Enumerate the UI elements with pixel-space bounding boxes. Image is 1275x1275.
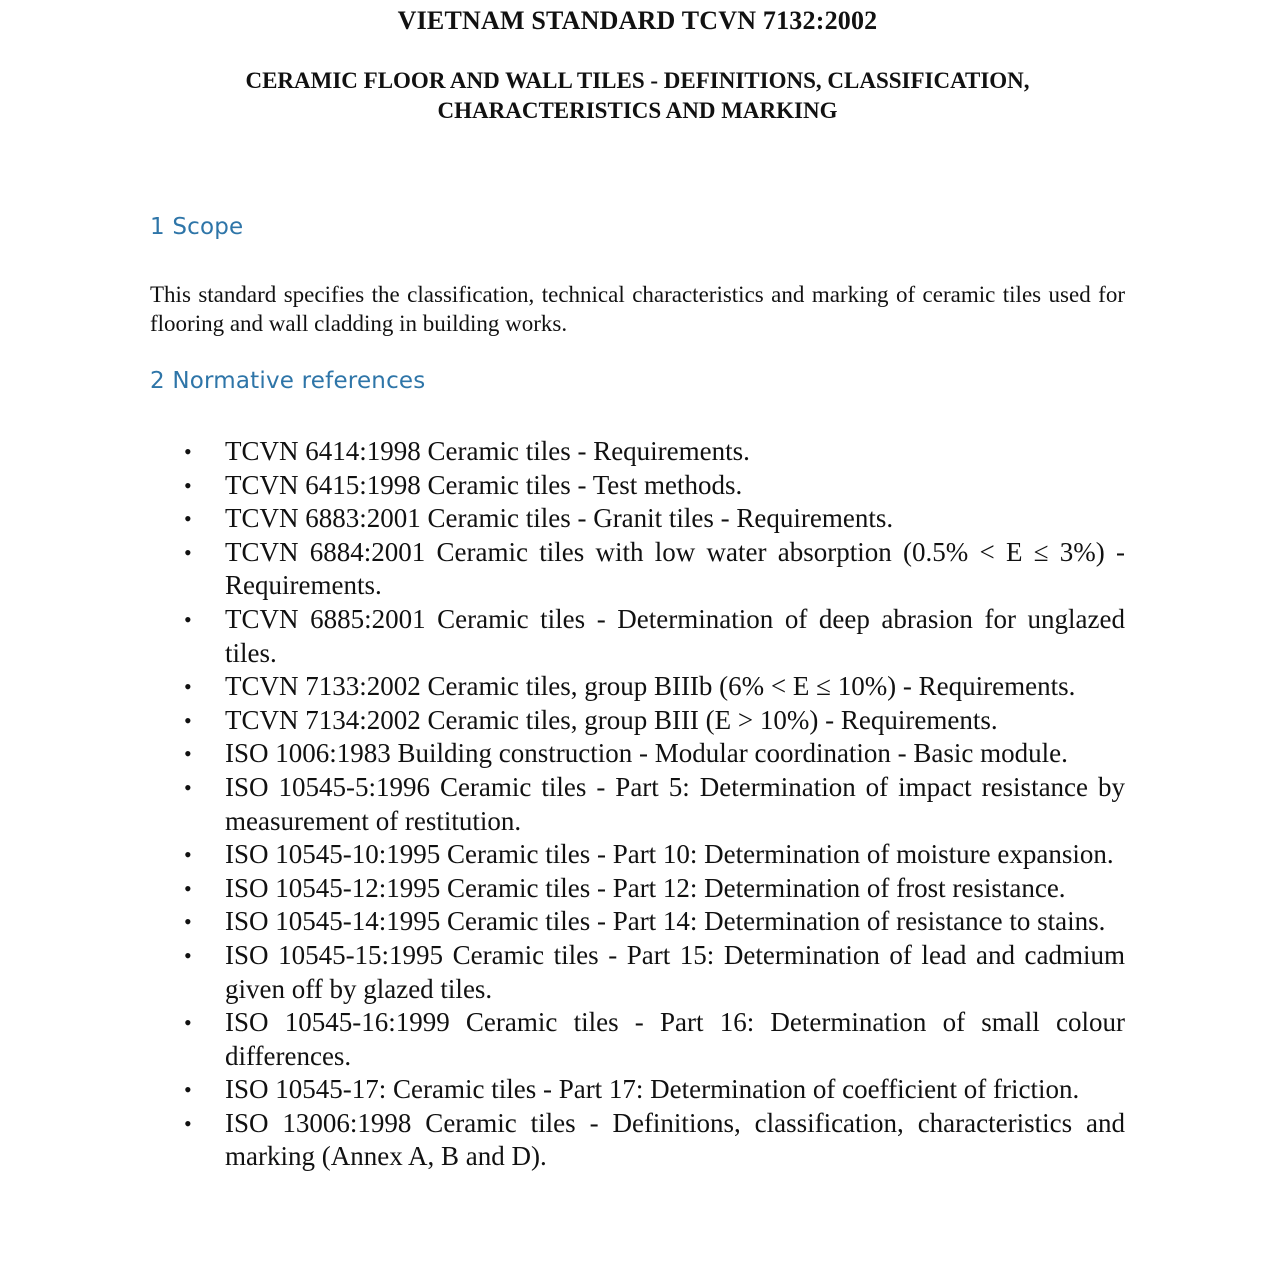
reference-text: TCVN 6884:2001 Ceramic tiles with low water absorption (0.5% < E ≤ 3%) - Requirements. (225, 536, 1125, 601)
reference-text: ISO 13006:1998 Ceramic tiles - Definitions, classification, characteristics and marking (Annex A, B and D). (225, 1107, 1125, 1172)
reference-item (150, 905, 1125, 939)
document-title (150, 66, 1125, 126)
scope-paragraph: This standard specifies the classification, technical characteristics and marking of ceramic tiles used for flooring and wall cladding in building works. (150, 282, 1125, 336)
reference-item (150, 670, 1125, 704)
reference-text: TCVN 6415:1998 Ceramic tiles - Test methods. (225, 469, 743, 500)
reference-text: ISO 10545-10:1995 Ceramic tiles - Part 10: Determination of moisture expansion. (225, 839, 1114, 870)
document-title-line-1: CERAMIC FLOOR AND WALL TILES - DEFINITIONS, CLASSIFICATION, (245, 68, 1030, 93)
reference-text: ISO 10545-14:1995 Ceramic tiles - Part 14: Determination of resistance to stains. (225, 906, 1106, 937)
normative-references-list (150, 435, 1125, 1174)
reference-item (150, 737, 1125, 771)
reference-item (150, 939, 1125, 1006)
bullet-icon (184, 536, 192, 570)
bullet-icon (184, 1073, 192, 1107)
reference-item (150, 603, 1125, 670)
reference-item (150, 1107, 1125, 1174)
reference-text: TCVN 7133:2002 Ceramic tiles, group BIIIb (6% < E ≤ 10%) - Requirements. (225, 671, 1076, 702)
bullet-icon (184, 704, 192, 738)
bullet-icon (184, 1107, 192, 1141)
reference-item (150, 536, 1125, 603)
reference-item (150, 469, 1125, 503)
bullet-icon (184, 469, 192, 503)
bullet-icon (184, 502, 192, 536)
bullet-icon (184, 670, 192, 704)
bullet-icon (184, 838, 192, 872)
reference-text: TCVN 6414:1998 Ceramic tiles - Requirements. (225, 436, 750, 466)
reference-text: TCVN 7134:2002 Ceramic tiles, group BIII (E > 10%) - Requirements. (225, 704, 998, 735)
reference-item (150, 838, 1125, 872)
reference-text: ISO 1006:1983 Building construction - Modular coordination - Basic module. (225, 738, 1068, 769)
reference-item (150, 435, 1125, 469)
bullet-icon (184, 435, 192, 469)
bullet-icon (184, 737, 192, 771)
section-heading-scope: 1 Scope (150, 214, 244, 240)
bullet-icon (184, 1006, 192, 1040)
reference-text: ISO 10545-16:1999 Ceramic tiles - Part 16: Determination of small colour differences. (225, 1007, 1125, 1071)
reference-text: TCVN 6883:2001 Ceramic tiles - Granit tiles - Requirements. (225, 503, 894, 534)
bullet-icon (184, 872, 192, 906)
reference-text: ISO 10545-5:1996 Ceramic tiles - Part 5: Determination of impact resistance by measurement of restitution. (225, 771, 1125, 836)
bullet-icon (184, 905, 192, 939)
reference-item (150, 771, 1125, 838)
reference-item (150, 872, 1125, 906)
reference-text: TCVN 6885:2001 Ceramic tiles - Determination of deep abrasion for unglazed tiles. (225, 603, 1125, 668)
reference-text: ISO 10545-17: Ceramic tiles - Part 17: Determination of coefficient of friction. (225, 1074, 1080, 1105)
reference-item (150, 1006, 1125, 1073)
bullet-icon (184, 771, 192, 805)
reference-text: ISO 10545-15:1995 Ceramic tiles - Part 15: Determination of lead and cadmium given off by glazed tiles. (225, 939, 1125, 1004)
bullet-icon (184, 939, 192, 973)
reference-item (150, 704, 1125, 738)
section-heading-normative-references: 2 Normative references (150, 368, 426, 394)
bullet-icon (184, 603, 192, 637)
reference-item (150, 502, 1125, 536)
reference-text: ISO 10545-12:1995 Ceramic tiles - Part 12: Determination of frost resistance. (225, 872, 1066, 903)
standard-title: VIETNAM STANDARD TCVN 7132:2002 (397, 6, 878, 35)
reference-item (150, 1073, 1125, 1107)
document-title-line-2: CHARACTERISTICS AND MARKING (437, 98, 838, 123)
